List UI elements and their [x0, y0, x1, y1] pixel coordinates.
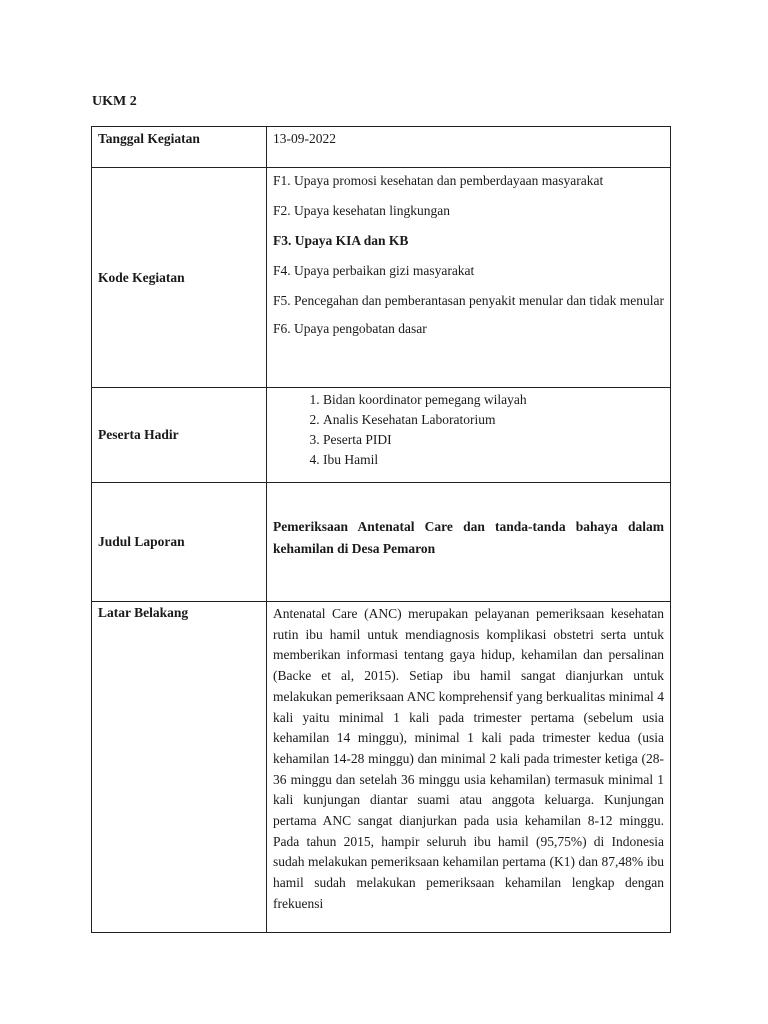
peserta-list: [273, 390, 664, 470]
table-row-peserta: [92, 388, 671, 483]
report-table: [91, 126, 671, 933]
kode-item: F4. Upaya perbaikan gizi masyarakat: [273, 263, 475, 278]
background-paragraph: Antenatal Care (ANC) merupakan pelayanan pemeriksaan kesehatan rutin ibu hamil untuk mendiagnosis komplikasi obstetri serta untuk memberikan informasi tentang gaya hidup, kehamilan dan persalinan (Backe et al, 2015). Setiap ibu hamil sangat dianjurkan untuk melakukan pemeriksaan ANC komprehensif yang berkualitas minimal 4 kali yaitu minimal 1 kali pada trimester pertama (sebelum usia kehamilan 14 minggu), minimal 1 kali pada trimester kedua (usia kehamilan 14-28 minggu) dan minimal 2 kali pada trimester ketiga (28-36 minggu dan setelah 36 minggu usia kehamilan) termasuk minimal 1 kali kunjungan diantar suami atau anggota keluarga. Kunjungan pertama ANC sangat dianjurkan pada usia kehamilan 8-12 minggu. Pada tahun 2015, hampir seluruh ibu hamil (95,75%) di Indonesia sudah melakukan pemeriksaan kehamilan pertama (K1) dan 87,48% ibu hamil sudah melakukan pemeriksaan kehamilan lengkap dengan frekuensi: [273, 606, 664, 911]
kode-item: F6. Upaya pengobatan dasar: [273, 321, 427, 336]
kode-list: [273, 171, 664, 339]
list-item: 2. Analis Kesehatan Laboratorium: [323, 410, 664, 430]
value-kode: [267, 168, 671, 388]
label-latar-text: Latar Belakang: [98, 605, 189, 620]
value-tanggal: 13-09-2022: [267, 127, 671, 168]
table-row-judul: [92, 483, 671, 602]
label-tanggal: Tanggal Kegiatan: [92, 127, 267, 168]
document-title: UKM 2: [92, 94, 137, 109]
table-row-latar: [92, 602, 671, 933]
list-item: 4. Ibu Hamil: [323, 450, 664, 470]
label-peserta: Peserta Hadir: [92, 388, 267, 483]
list-item: 1. Bidan koordinator pemegang wilayah: [323, 390, 664, 410]
kode-item: F2. Upaya kesehatan lingkungan: [273, 203, 450, 218]
table-row-kode: [92, 168, 671, 388]
kode-item: F5. Pencegahan dan pemberantasan penyakit menular dan tidak menular: [273, 293, 664, 308]
report-title-text: Pemeriksaan Antenatal Care dan tanda-tanda bahaya dalam kehamilan di Desa Pemaron: [273, 519, 664, 556]
table-row-tanggal: [92, 127, 671, 168]
label-latar: [92, 602, 267, 933]
kode-item: F1. Upaya promosi kesehatan dan pemberdayaan masyarakat: [273, 173, 604, 188]
label-kode: Kode Kegiatan: [92, 168, 267, 388]
value-peserta: [267, 388, 671, 483]
kode-item-selected: F3. Upaya KIA dan KB: [273, 233, 409, 248]
label-judul: Judul Laporan: [92, 483, 267, 602]
value-judul: [267, 483, 671, 602]
list-item: 3. Peserta PIDI: [323, 430, 664, 450]
value-latar: [267, 602, 671, 933]
